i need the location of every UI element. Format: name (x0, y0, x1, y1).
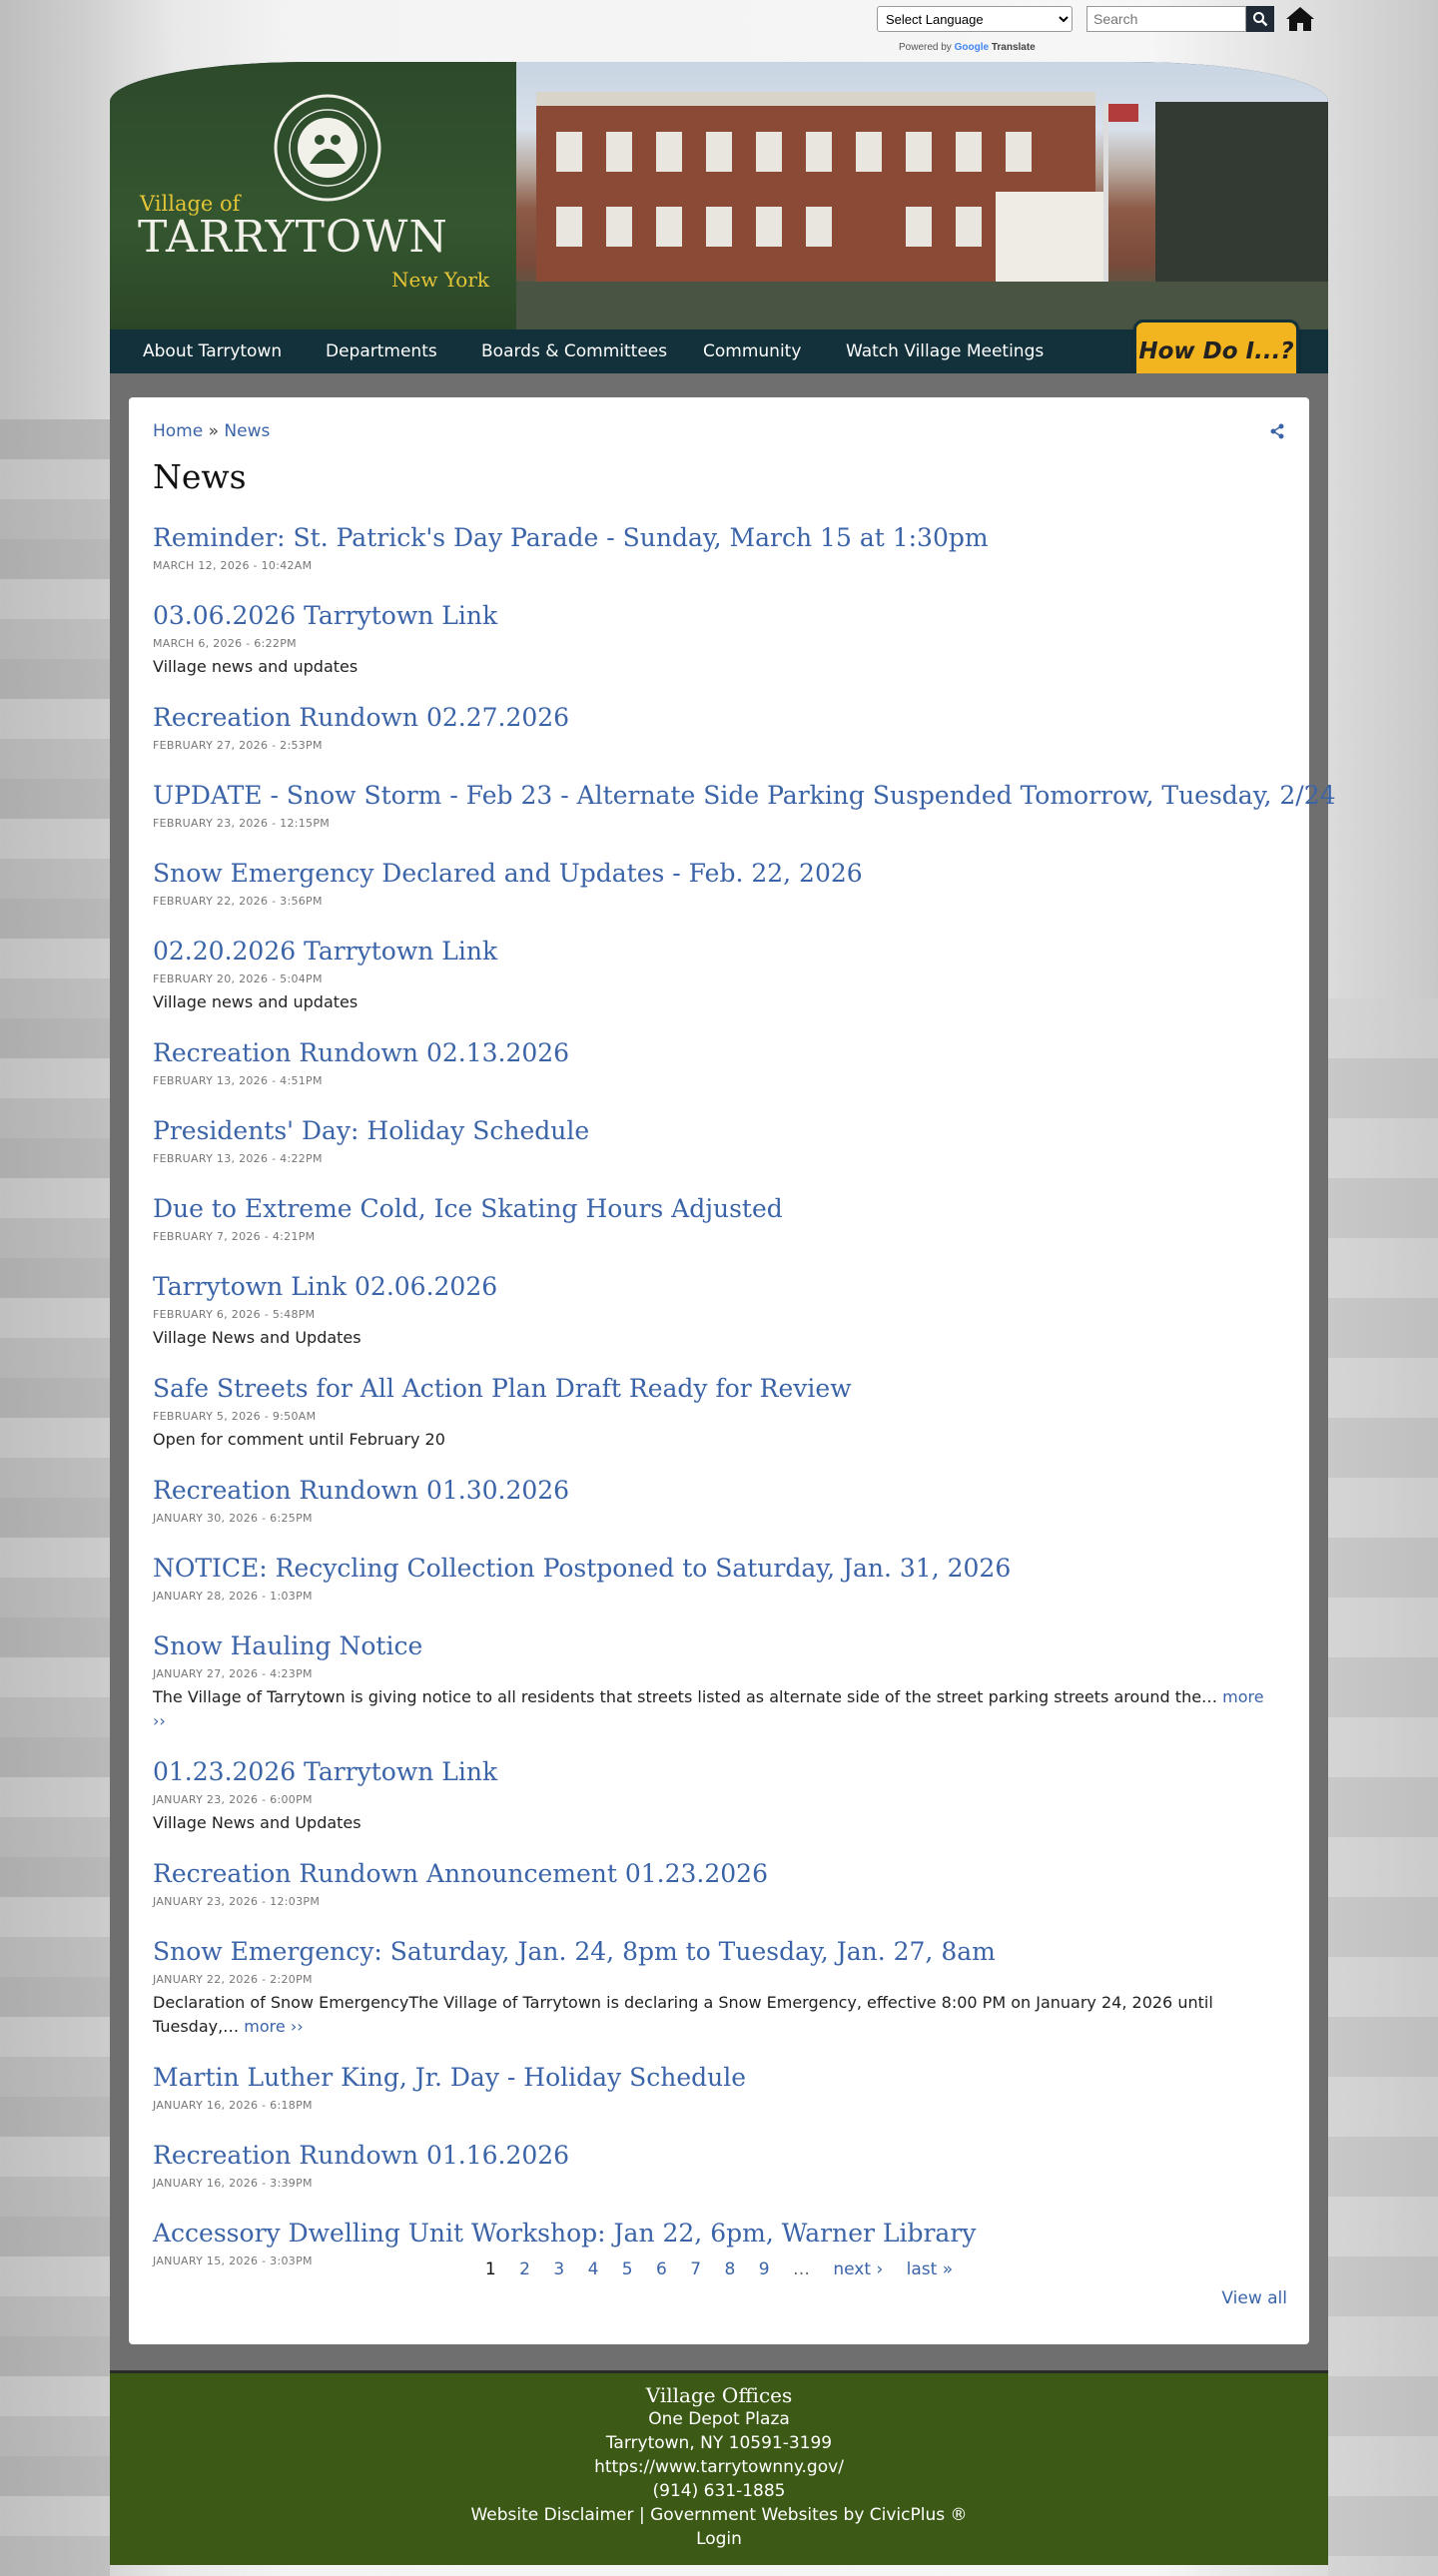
powered-by-label: Powered by (899, 42, 952, 53)
news-item-title[interactable]: Recreation Rundown 02.13.2026 (153, 1038, 570, 1067)
page-last[interactable]: last » (906, 2259, 954, 2279)
powered-by-translate (899, 42, 1036, 53)
page-link[interactable]: 6 (656, 2259, 667, 2279)
pagination (129, 2259, 1309, 2279)
header-photo-village-hall (516, 62, 1328, 329)
news-item (153, 1937, 1281, 2039)
news-item (153, 2141, 1281, 2190)
news-item-description-text: Village News and Updates (153, 1328, 361, 1347)
news-item-date: FEBRUARY 27, 2026 - 2:53PM (153, 739, 323, 752)
news-item-date: MARCH 6, 2026 - 6:22PM (153, 637, 297, 650)
google-logo: Google (954, 42, 990, 53)
news-item-title[interactable]: Recreation Rundown 01.16.2026 (153, 2141, 570, 2170)
footer-address-1: One Depot Plaza (648, 2409, 790, 2429)
news-item-description-text: Open for comment until February 20 (153, 1430, 445, 1449)
news-item (153, 1859, 1281, 1908)
page-link[interactable]: 2 (519, 2259, 530, 2279)
page-ellipsis: … (792, 2259, 810, 2279)
news-item-title[interactable]: UPDATE - Snow Storm - Feb 23 - Alternate Side Parking Suspended Tomorrow, Tuesday, 2/24 (153, 781, 1336, 810)
news-item (153, 1194, 1281, 1243)
breadcrumb (153, 421, 270, 441)
nav-item-watch-meetings[interactable]: Watch Village Meetings (846, 341, 1045, 361)
news-item-description-text: Declaration of Snow EmergencyThe Village of Tarrytown is declaring a Snow Emergency, effective 8:00 PM on January 24, 2026 until Tuesday,… (153, 1993, 1213, 2036)
news-item-description (153, 1428, 1281, 1452)
search-icon (1252, 11, 1268, 27)
news-item-description (153, 655, 1281, 679)
view-all-link[interactable]: View all (1221, 2288, 1287, 2308)
news-item-description (153, 990, 1281, 1014)
news-item-title[interactable]: 03.06.2026 Tarrytown Link (153, 601, 498, 630)
page-next[interactable]: next › (833, 2259, 884, 2279)
news-item-title[interactable]: Snow Emergency: Saturday, Jan. 24, 8pm to Tuesday, Jan. 27, 8am (153, 1937, 996, 1966)
news-item (153, 1116, 1281, 1165)
page-link[interactable]: 4 (587, 2259, 599, 2279)
news-item-title[interactable]: Snow Emergency Declared and Updates - Feb. 22, 2026 (153, 859, 863, 888)
news-item-description (153, 1991, 1281, 2039)
news-item-title[interactable]: Snow Hauling Notice (153, 1631, 423, 1660)
nav-item-boards[interactable]: Boards & Committees (481, 341, 668, 361)
brand-name: TARRYTOWN (138, 212, 448, 263)
nav-item-community[interactable]: Community (703, 341, 802, 361)
breadcrumb-home[interactable]: Home (153, 421, 204, 441)
news-item-title[interactable]: Martin Luther King, Jr. Day - Holiday Schedule (153, 2063, 747, 2092)
news-item-date: FEBRUARY 13, 2026 - 4:22PM (153, 1152, 323, 1165)
news-item (153, 937, 1281, 1014)
news-item-title[interactable]: Presidents' Day: Holiday Schedule (153, 1116, 590, 1145)
search-input[interactable] (1086, 6, 1246, 32)
home-button[interactable] (1284, 4, 1316, 34)
news-item-date: FEBRUARY 7, 2026 - 4:21PM (153, 1230, 316, 1243)
news-item-date: FEBRUARY 20, 2026 - 5:04PM (153, 972, 323, 985)
utility-bar (877, 6, 1316, 53)
news-item-date: FEBRUARY 6, 2026 - 5:48PM (153, 1308, 316, 1321)
page-link[interactable]: 5 (621, 2259, 633, 2279)
footer-url[interactable]: https://www.tarrytownny.gov/ (594, 2457, 844, 2477)
news-item-date: FEBRUARY 13, 2026 - 4:51PM (153, 1074, 323, 1087)
news-item-title[interactable]: Due to Extreme Cold, Ice Skating Hours Adjusted (153, 1194, 783, 1223)
news-item-title[interactable]: 02.20.2026 Tarrytown Link (153, 937, 498, 966)
news-item-more-link[interactable]: more ›› (153, 1687, 1264, 1730)
news-item-title[interactable]: Safe Streets for All Action Plan Draft Ready for Review (153, 1374, 852, 1403)
news-item (153, 1272, 1281, 1350)
news-item (153, 1038, 1281, 1087)
news-item-date: JANUARY 23, 2026 - 12:03PM (153, 1895, 321, 1908)
news-item (153, 2063, 1281, 2112)
nav-item-departments[interactable]: Departments (326, 341, 437, 361)
news-item-date: MARCH 12, 2026 - 10:42AM (153, 559, 313, 572)
news-item-description (153, 1811, 1281, 1835)
footer-civicplus-link[interactable]: Government Websites by CivicPlus ® (650, 2505, 968, 2525)
page-link[interactable]: 8 (724, 2259, 736, 2279)
news-item-title[interactable]: Recreation Rundown 02.27.2026 (153, 703, 570, 732)
home-icon (1285, 5, 1315, 33)
search-button[interactable] (1246, 6, 1274, 32)
news-item-title[interactable]: NOTICE: Recycling Collection Postponed to Saturday, Jan. 31, 2026 (153, 1554, 1012, 1583)
news-item-title[interactable]: Tarrytown Link 02.06.2026 (153, 1272, 498, 1301)
footer-login-link[interactable]: Login (696, 2529, 742, 2549)
page-title: News (153, 457, 247, 496)
background-street-right (1328, 998, 1438, 2576)
logo-panel[interactable] (110, 62, 516, 329)
news-item-date: JANUARY 15, 2026 - 3:03PM (153, 2254, 313, 2267)
footer-disclaimer-link[interactable]: Website Disclaimer (470, 2505, 634, 2525)
news-item-date: JANUARY 30, 2026 - 6:25PM (153, 1512, 313, 1525)
news-item (153, 1631, 1281, 1733)
news-item-date: JANUARY 28, 2026 - 1:03PM (153, 1590, 313, 1603)
footer-divider: | (638, 2505, 645, 2525)
background-street-left (0, 419, 110, 2576)
news-item-title[interactable]: Recreation Rundown 01.30.2026 (153, 1476, 570, 1505)
news-item-date: JANUARY 16, 2026 - 3:39PM (153, 2177, 313, 2190)
page-link[interactable]: 9 (758, 2259, 770, 2279)
nav-item-about[interactable]: About Tarrytown (143, 341, 283, 361)
footer-links (110, 2503, 1328, 2527)
news-item (153, 1374, 1281, 1452)
language-select[interactable] (877, 6, 1073, 32)
news-item-title[interactable]: Reminder: St. Patrick's Day Parade - Sunday, March 15 at 1:30pm (153, 523, 989, 552)
news-item-date: FEBRUARY 5, 2026 - 9:50AM (153, 1410, 317, 1423)
news-item (153, 1757, 1281, 1835)
news-item (153, 523, 1281, 572)
news-item-date: FEBRUARY 22, 2026 - 3:56PM (153, 895, 323, 908)
how-do-i-button[interactable]: How Do I...? (1133, 320, 1299, 383)
footer-address-2: Tarrytown, NY 10591-3199 (605, 2433, 833, 2453)
news-item-date: JANUARY 22, 2026 - 2:20PM (153, 1973, 313, 1986)
news-item-title[interactable]: 01.23.2026 Tarrytown Link (153, 1757, 498, 1786)
breadcrumb-separator: » (208, 421, 220, 441)
news-item-description-text: Village News and Updates (153, 1813, 361, 1832)
translate-link[interactable]: Translate (991, 42, 1036, 53)
news-item-more-link[interactable]: more ›› (244, 2017, 304, 2036)
footer-phone[interactable]: (914) 631-1885 (652, 2481, 786, 2501)
news-item-description (153, 1326, 1281, 1350)
site-header (110, 62, 1328, 329)
news-item-date: FEBRUARY 23, 2026 - 12:15PM (153, 817, 331, 830)
news-item-date: JANUARY 27, 2026 - 4:23PM (153, 1667, 313, 1680)
page-link[interactable]: 7 (690, 2259, 702, 2279)
news-item-description-text: Village news and updates (153, 657, 359, 676)
news-item (153, 1476, 1281, 1525)
breadcrumb-current[interactable]: News (224, 421, 271, 441)
news-item-description (153, 1685, 1281, 1733)
news-item-title[interactable]: Recreation Rundown Announcement 01.23.2026 (153, 1859, 768, 1888)
news-item (153, 601, 1281, 679)
page-current: 1 (484, 2259, 496, 2279)
news-item-description-text: Village news and updates (153, 992, 359, 1011)
news-item-description-text: The Village of Tarrytown is giving notice to all residents that streets listed as alternate side of the street parking streets around the… (153, 1687, 1218, 1706)
news-item (153, 781, 1336, 830)
news-item (153, 1554, 1281, 1603)
site-footer (110, 2370, 1328, 2565)
page-link[interactable]: 3 (553, 2259, 565, 2279)
news-item-date: JANUARY 16, 2026 - 6:18PM (153, 2099, 313, 2112)
main-content (129, 397, 1336, 2344)
news-item-date: JANUARY 23, 2026 - 6:00PM (153, 1793, 313, 1806)
share-icon[interactable] (1269, 423, 1285, 439)
news-item (153, 703, 1281, 752)
brand-village-of: Village of (140, 192, 241, 216)
brand-state: New York (391, 268, 489, 292)
building-illustration (516, 62, 1328, 329)
news-item-title[interactable]: Accessory Dwelling Unit Workshop: Jan 22, 6pm, Warner Library (153, 2219, 977, 2248)
footer-title: Village Offices (645, 2383, 793, 2407)
village-seal-logo (274, 94, 381, 202)
news-item (153, 859, 1281, 908)
